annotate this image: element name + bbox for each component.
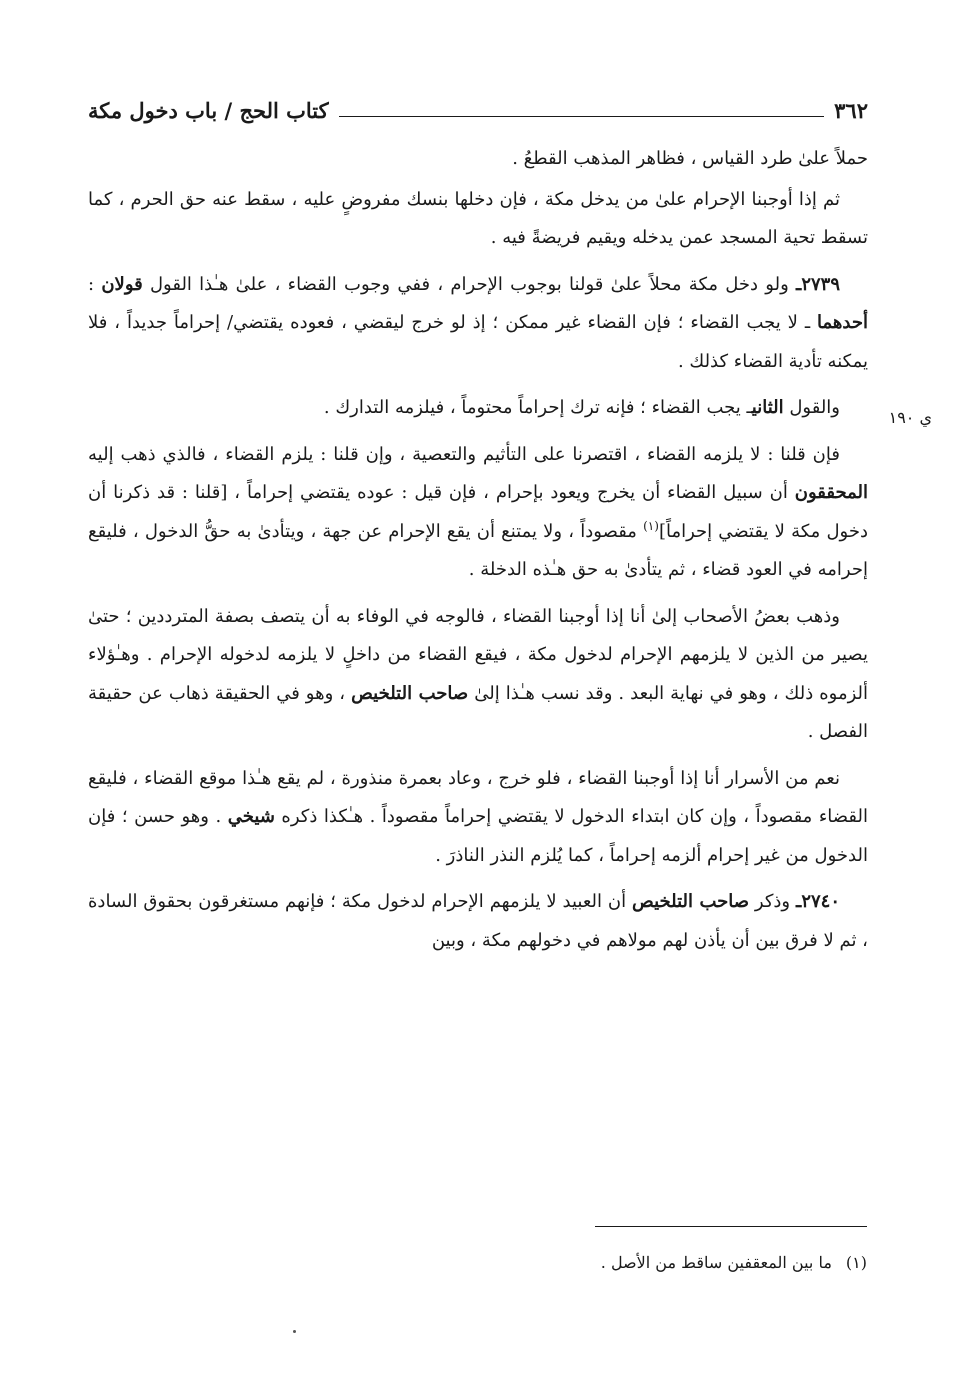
paragraph-text: ، وهو في الحقيقة ذهاب عن حقيقة الفصل . [88,682,868,742]
paragraph [88,760,868,876]
paragraph [88,436,868,590]
page-speck [293,1330,296,1333]
footnote-reference: (١) [643,518,659,533]
paragraph-text: حملاً علىٰ طرد القياس ، فظاهر المذهب القطعُ . [512,148,868,169]
paragraph-text: نعم من الأسرار أنا إذا أوجبنا القضاء ، فلو خرج ، وعاد بعمرة منذورة ، لم يقع هـٰذا موقع القضاء ، فليقع القضاء مقصوداً ، وإن كان ابتداء الدخول لا يقتضي إحراماً مقصوداً . هـٰكذا ذكره [88,767,868,827]
paragraph [88,883,868,960]
bold-term: الثاني [751,397,784,418]
page-number: ٣٦٢ [834,98,868,123]
paragraph-text: . وهو حسن ؛ فإن الدخول من غير إحرام ألزمه إحراماً ، كما يُلزم النذر الناذرَ . [88,806,868,866]
issue-number: ٢٧٤٠ـ [796,891,840,912]
header-rule [339,116,825,117]
paragraph-text: : [88,273,102,295]
chapter-title: كتاب الحج / باب دخول مكة [88,98,329,123]
footnote-mark: (١) [845,1253,867,1272]
issue-number: ٢٧٣٩ـ [796,273,840,295]
paragraph-text: وذهب بعضُ الأصحاب إلىٰ أنا إذا أوجبنا القضاء ، فالوجه في الوفاء به أن يتصف بصفة المترددين ؛ حتىٰ يصير من الذين لا يلزمهم الإحرام لدخول مكة ، فيقع القضاء من داخلٍ لا يلزمه لدخوله الإحرام . وهـٰؤلاء ألزموه ذلك ، وهو في نهاية البعد . وقد نسب هـٰذا إلىٰ [88,605,868,704]
paragraph-text: ثم إذا أوجبنا الإحرام علىٰ من يدخل مكة ، فإن دخلها بنسك مفروضٍ عليه ، سقط عنه حق الحرم ، كما تسقط تحية المسجد عمن يدخله ويقيم فريضةً فيه . [88,188,868,248]
paragraph-text: وذكر [749,891,791,912]
footnote-rule [595,1226,867,1227]
paragraph-text: ـ لا يجب القضاء ؛ فإن القضاء غير ممكن ؛ إذ لو خرج ليقضي ، فعوده يقتضي/ إحراماً جديداً ، فلا يمكنه تأدية القضاء كذلك . [88,312,868,372]
paragraph [88,598,868,752]
body-text [88,140,868,968]
paragraph [88,389,868,428]
bold-term: شيخي [227,806,275,827]
footnote [300,1250,867,1276]
running-header [88,92,868,126]
bold-term: صاحب التلخيص [351,682,469,704]
bold-term: أحدهما [817,312,868,333]
paragraph-text: مقصوداً ، ولا يمتنع أن يقع الإحرام عن جهة ، ويتأدىٰ به حقُّ الدخول ، فليقع إحرامه في العود قضاء ، ثم يتأدىٰ به حق هـٰذه الدخلة . [88,520,868,580]
paragraph [88,266,868,382]
paragraph [88,140,868,179]
footnote-text: ما بين المعقفين ساقط من الأصل . [600,1253,832,1272]
paragraph-text: فإن قلنا : لا يلزمه القضاء ، اقتصرنا على التأثيم والتعصية ، وإن قلنا : يلزم القضاء ، فالذي ذهب إليه [88,443,840,465]
margin-note: ي ١٩٠ [888,408,932,427]
paragraph-text: والقول [783,397,840,418]
bold-term: المحققون [794,482,868,503]
paragraph-text: أن العبيد لا يلزمهم الإحرام لدخول مكة ؛ فإنهم مستغرقون بحقوق السادة ، ثم لا فرق بين أن يأذن لهم مولاهم في دخولهم مكة ، وبين [88,891,868,951]
bold-term: قولان [101,273,143,295]
bold-term: صاحب التلخيص [632,891,750,912]
paragraph-text: أن سبيل القضاء أن يخرج ويعود بإحرام ، فإن قيل : عوده يقتضي إحراماً ، [قلنا : قد ذكرنا أن دخول مكة لا يقتضي إحراماً] [88,482,868,542]
paragraph-text: ـ يجب القضاء ؛ فإنه ترك إحراماً محتوماً ، فيلزمه التدارك . [323,397,752,418]
paragraph [88,181,868,258]
paragraph-text: ولو دخل مكة محلاً علىٰ قولنا بوجوب الإحرام ، ففي وجوب القضاء ، علىٰ هـٰذا القول [142,273,789,295]
